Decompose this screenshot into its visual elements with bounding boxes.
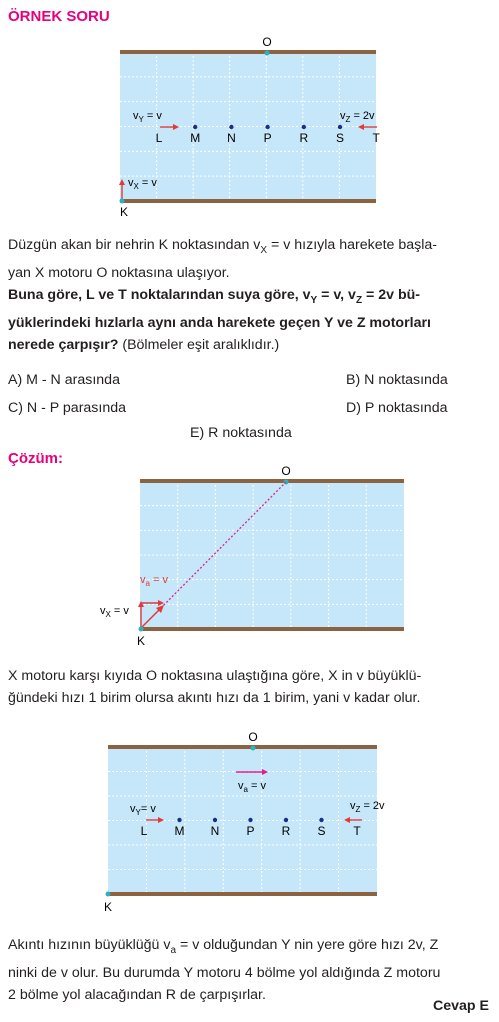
river-bottom-bank	[140, 627, 404, 631]
point-o-marker	[251, 746, 256, 751]
river-top-bank	[120, 50, 376, 54]
point-label: S	[335, 131, 345, 145]
point-marker	[319, 818, 323, 822]
point-marker	[265, 125, 269, 129]
point-label: P	[246, 824, 255, 838]
option-e[interactable]: E) R noktasında	[190, 425, 292, 441]
point-label: L	[140, 824, 148, 838]
explanation-2-line-1: Akıntı hızının büyüklüğü $v_a = v$ olduğundan Y nin yere göre hızı 2v, Z	[8, 937, 439, 956]
river-water-grid	[140, 481, 404, 629]
example-question-heading: ÖRNEK SORU	[8, 8, 110, 25]
point-k-marker	[120, 199, 125, 204]
option-d[interactable]: D) P noktasında	[346, 400, 448, 416]
vy-label: $v_Y= v$	[130, 803, 156, 817]
point-marker	[229, 125, 233, 129]
va-label: $v_a = v$	[238, 780, 266, 794]
river-figure-question	[0, 34, 499, 220]
point-marker	[213, 818, 217, 822]
point-o-marker	[265, 51, 270, 56]
vz-label: $v_Z = 2v$	[350, 800, 385, 814]
river-figure-solution-1	[0, 460, 499, 650]
option-a[interactable]: A) M - N arasında	[8, 372, 120, 388]
point-marker	[284, 818, 288, 822]
point-label: L	[155, 131, 163, 145]
point-label: N	[227, 131, 236, 145]
point-label: R	[281, 824, 291, 838]
vy-label: $v_Y = v$	[133, 110, 162, 124]
river-bottom-bank	[120, 199, 376, 203]
point-o-label: O	[248, 730, 258, 744]
question-line-2: yan X motoru O noktasına ulaşıyor.	[8, 264, 230, 281]
point-marker	[338, 125, 342, 129]
point-label: N	[210, 824, 220, 838]
point-k-marker	[106, 892, 111, 897]
point-o-label: O	[262, 35, 272, 49]
explanation-1-line-1: X motoru karşı kıyıda O noktasına ulaştığına göre, X in v büyüklü-	[8, 668, 422, 684]
river-top-bank	[108, 745, 377, 749]
explanation-2	[8, 934, 492, 1006]
option-c[interactable]: C) N - P parasında	[8, 400, 127, 416]
point-marker	[177, 818, 181, 822]
question-line-1: Düzgün akan bir nehrin K noktasından $v_X = v$ hızıyla harekete başla-	[8, 237, 438, 256]
vx-label: $v_X = v$	[128, 177, 157, 191]
option-b[interactable]: B) N noktasında	[346, 372, 448, 388]
point-k-label: K	[137, 634, 146, 648]
point-label: P	[263, 131, 272, 145]
point-o-label: O	[281, 464, 291, 478]
point-label: T	[372, 131, 380, 145]
explanation-1-line-2: ğündeki hızı 1 birim olursa akıntı hızı da 1 birim, yani v kadar olur.	[8, 690, 421, 706]
question-text	[8, 234, 492, 356]
point-marker	[248, 818, 252, 822]
answer-label: Cevap E	[433, 998, 489, 1014]
solution-heading: Çözüm:	[8, 450, 63, 467]
explanation-2-line-3: 2 bölme yol alacağından R de çarpışırlar.	[8, 986, 266, 1003]
river-top-bank	[140, 479, 404, 483]
point-label: R	[299, 131, 309, 145]
question-bold-line-1: Buna göre, L ve T noktalarından suya göre, $v_Y = v$, $v_Z = 2v$ bü-	[8, 286, 420, 306]
point-label: M	[174, 824, 185, 838]
river-figure-solution-2	[0, 725, 499, 915]
point-k-label: K	[104, 900, 113, 914]
point-label: S	[317, 824, 326, 838]
explanation-1	[8, 665, 492, 709]
question-bold-line-3: nerede çarpışır? (Bölmeler eşit aralıklıdır.)	[8, 336, 280, 353]
va-label: $v_a = v$	[140, 574, 168, 588]
vz-label: $v_Z = 2v$	[340, 110, 375, 124]
point-k-marker	[139, 627, 144, 632]
river-water-grid	[120, 52, 376, 201]
question-bold-line-2: yüklerindeki hızlarla aynı anda harekete geçen Y ve Z motorları	[8, 314, 431, 331]
vx-label: $v_X = v$	[100, 605, 129, 619]
point-k-label: K	[120, 205, 129, 219]
point-label: M	[190, 131, 201, 145]
point-label: T	[353, 824, 361, 838]
point-marker	[302, 125, 306, 129]
river-bottom-bank	[108, 892, 377, 896]
explanation-2-line-2: ninki de v olur. Bu durumda Y motoru 4 bölme yol aldığında Z motoru	[8, 964, 441, 981]
point-marker	[193, 125, 197, 129]
